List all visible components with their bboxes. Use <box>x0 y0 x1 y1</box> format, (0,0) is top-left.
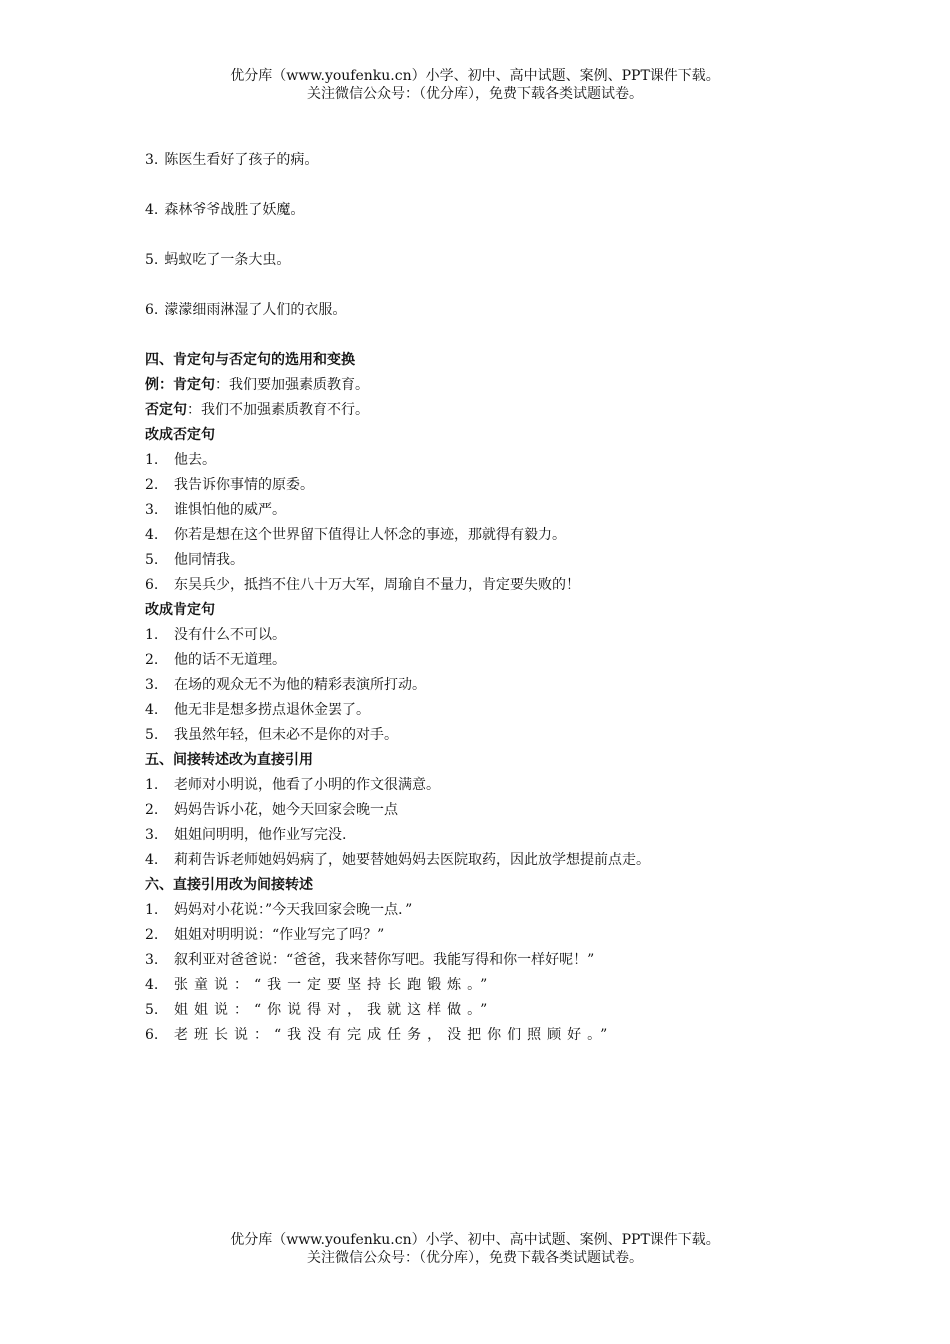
header-line-2: 关注微信公众号：（优分库），免费下载各类试题试卷。 <box>307 86 643 102</box>
page-footer <box>0 1231 950 1267</box>
list-item: 3. 叙利亚对爸爸说：“爸爸，我来替你写吧。我能写得和你一样好呢！” <box>145 952 595 968</box>
example-affirmative: 例：肯定句：我们要加强素质教育。 <box>145 377 369 393</box>
list-item: 2. 妈妈告诉小花，她今天回家会晚一点 <box>145 802 398 818</box>
list-item: 1. 没有什么不可以。 <box>145 627 286 643</box>
list-item: 1. 妈妈对小花说：”今天我回家会晚一点．” <box>145 902 413 918</box>
list-item: 4. 张童说：“我一定要坚持长跑锻炼。” <box>145 977 494 993</box>
subheading-to-affirmative: 改成肯定句 <box>145 602 215 618</box>
footer-line-1: 优分库（www.youfenku.cn）小学、初中、高中试题、案例、PPT课件下载。 <box>230 1232 720 1248</box>
list-item: 3. 陈医生看好了孩子的病。 <box>145 152 319 168</box>
list-item: 2. 我告诉你事情的原委。 <box>145 477 314 493</box>
page-header <box>0 67 950 103</box>
list-item: 6. 东吴兵少，抵挡不住八十万大军，周瑜自不量力，肯定要失败的！ <box>145 577 580 593</box>
list-item: 4. 他无非是想多捞点退休金罢了。 <box>145 702 370 718</box>
section-4-title: 四、肯定句与否定句的选用和变换 <box>145 352 355 368</box>
header-line-1: 优分库（www.youfenku.cn）小学、初中、高中试题、案例、PPT课件下载。 <box>230 68 720 84</box>
list-item: 6. 老班长说：“我没有完成任务，没把你们照顾好。” <box>145 1027 614 1043</box>
list-item: 2. 姐姐对明明说：“作业写完了吗？” <box>145 927 385 943</box>
list-item: 2. 他的话不无道理。 <box>145 652 286 668</box>
list-item: 4. 你若是想在这个世界留下值得让人怀念的事迹，那就得有毅力。 <box>145 527 566 543</box>
list-item: 5. 我虽然年轻，但未必不是你的对手。 <box>145 727 398 743</box>
list-item: 5. 姐姐说：“你说得对，我就这样做。” <box>145 1002 494 1018</box>
example-negative: 否定句：我们不加强素质教育不行。 <box>145 402 369 418</box>
list-item: 1. 他去。 <box>145 452 216 468</box>
list-item: 3. 谁惧怕他的威严。 <box>145 502 286 518</box>
list-item: 5. 蚂蚁吃了一条大虫。 <box>145 252 291 268</box>
subheading-to-negative: 改成否定句 <box>145 427 215 443</box>
section-5-title: 五、间接转述改为直接引用 <box>145 752 313 768</box>
list-item: 3. 在场的观众无不为他的精彩表演所打动。 <box>145 677 426 693</box>
list-item: 4. 莉莉告诉老师她妈妈病了，她要替她妈妈去医院取药，因此放学想提前点走。 <box>145 852 650 868</box>
list-item: 4. 森林爷爷战胜了妖魔。 <box>145 202 305 218</box>
list-item: 5. 他同情我。 <box>145 552 244 568</box>
footer-line-2: 关注微信公众号：（优分库），免费下载各类试题试卷。 <box>307 1250 643 1266</box>
list-item: 3. 姐姐问明明，他作业写完没. <box>145 827 347 843</box>
section-6-title: 六、直接引用改为间接转述 <box>145 877 313 893</box>
list-item: 6. 濛濛细雨淋湿了人们的衣服。 <box>145 302 347 318</box>
list-item: 1. 老师对小明说，他看了小明的作文很满意。 <box>145 777 440 793</box>
